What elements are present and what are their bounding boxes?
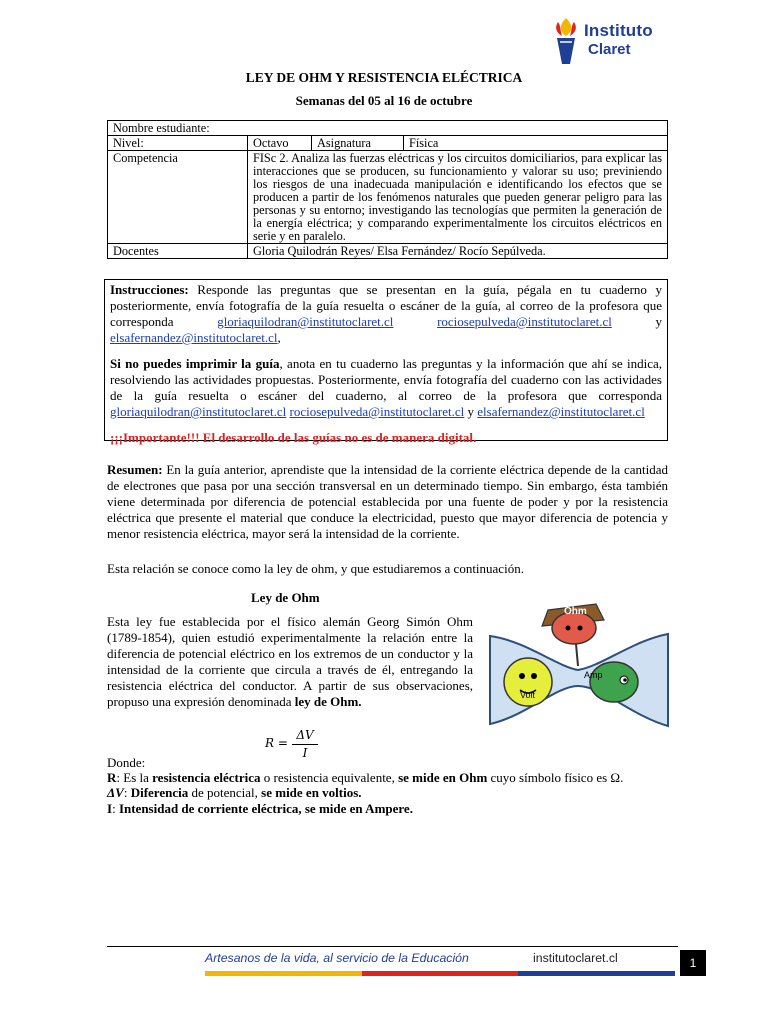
amp-label: Amp <box>584 670 603 680</box>
torch-icon <box>548 16 584 68</box>
email-link-rocio-2[interactable]: rociosepulveda@institutoclaret.cl <box>289 404 465 419</box>
formula-denominator: I <box>302 746 308 760</box>
noprint-paragraph <box>110 356 662 420</box>
definition-r <box>107 770 672 785</box>
def-i-text-d: se mide en Ampere. <box>304 800 413 816</box>
summary-paragraph <box>107 462 668 542</box>
summary-label: Resumen: <box>107 462 163 477</box>
email-and: y <box>611 314 663 329</box>
relation-paragraph: Esta relación se conoce como la ley de ohm, y que estudiaremos a continuación. <box>107 561 524 576</box>
competence-value: FISc 2. Analiza las fuerzas eléctricas y los circuitos domiciliarios, para explicar las interacciones que se producen, su funcionamiento y valorar su uso; previniendo los riesgos de una inadecuada manipulación e identificando los efectos que se producen a partir de los fenómenos naturales que pueden generar peligro para las personas y su entorno; investigando las tecnologías que permiten la generación de la energía eléctrica; y comparando experimentalmente los circuitos eléctricos en serie y en paralelo. <box>248 151 668 244</box>
instructions-text: Responde las preguntas que se presentan en la guía, pégala en tu cuaderno y posteriormente, envía fotografía de la guía resuelta o escáner de la guía, al correo de la profesora que corresponda <box>110 282 662 329</box>
institute-logo <box>548 16 698 68</box>
def-v-symbol: ΔV <box>107 785 124 801</box>
subject-value: Física <box>404 136 668 151</box>
def-r-text-d: se mide en Ohm <box>398 770 488 786</box>
def-i-symbol: I <box>107 800 113 816</box>
summary-text: En la guía anterior, aprendiste que la intensidad de la corriente eléctrica depende de la cantidad de electrones que pasa por una sección transversal en un determinado tiempo. Sin embargo, ésta también viene determinada por diferencia de potencial establecida por una fuente de poder y por la resistencia eléctrica que presente el material que conduce la electricidad, puesto que mayor diferencia de potencia y menor resistencia eléctrica, mayor será la intensidad de la corriente. <box>107 462 668 541</box>
email-link-rocio[interactable]: rociosepulveda@institutoclaret.cl <box>437 314 612 329</box>
noprint-text: , anota en tu cuaderno las preguntas y la información que ahí se indica, resolviendo las actividades propuestas. Posteriormente, envía fotografía del cuaderno con las actividades de la guía resuelta o escáner del cuaderno, al correo de la profesora que corresponda <box>110 356 662 403</box>
page-number: 1 <box>680 950 706 976</box>
level-label: Nivel: <box>108 136 248 151</box>
formula-numerator: ΔV <box>296 728 314 742</box>
def-r-text-a: : Es la <box>116 770 153 786</box>
email-link-gloria[interactable]: gloriaquilodran@institutoclaret.cl <box>217 314 394 329</box>
student-name-label: Nombre estudiante: <box>113 121 210 135</box>
teachers-label: Docentes <box>108 244 248 259</box>
noprint-label: Si no puedes imprimir la guía <box>110 356 280 371</box>
amp-character <box>590 662 638 702</box>
level-value: Octavo <box>248 136 312 151</box>
ohm-label: Ohm <box>564 606 587 617</box>
definitions-intro: Donde: <box>107 755 146 770</box>
instructions-box <box>104 279 668 445</box>
definition-v <box>107 785 672 800</box>
ohm-law-paragraph <box>107 614 473 710</box>
def-r-symbol: R <box>107 770 117 786</box>
formula-lhs: R = <box>265 736 288 750</box>
teachers-value: Gloria Quilodrán Reyes/ Elsa Fernández/ Rocío Sepúlveda. <box>248 244 668 259</box>
ohm-law-heading: Ley de Ohm <box>251 590 320 605</box>
footer-bar-blue <box>518 971 675 976</box>
logo-line2: Claret <box>588 41 631 58</box>
def-r-text-c: o resistencia equivalente, <box>260 770 399 786</box>
student-name-row[interactable] <box>108 121 668 136</box>
footer-motto: Artesanos de la vida, al servicio de la Educación <box>205 951 469 965</box>
footer-bar-yellow <box>205 971 362 976</box>
footer-website[interactable]: institutoclaret.cl <box>533 951 618 965</box>
competence-label: Competencia <box>108 151 248 244</box>
definitions-block <box>107 755 672 816</box>
email-link-elsa[interactable]: elsafernandez@institutoclaret.cl <box>110 330 278 345</box>
logo-line1: Instituto <box>584 21 653 40</box>
footer-divider <box>107 946 678 947</box>
ohm-law-cartoon <box>486 586 670 730</box>
def-r-text-e: cuyo símbolo físico es Ω. <box>487 770 624 786</box>
instructions-paragraph <box>110 282 662 346</box>
def-r-text-b: resistencia eléctrica <box>152 770 261 786</box>
def-i-text-b: Intensidad de corriente eléctrica <box>118 800 299 816</box>
def-v-text-d: se mide en voltios. <box>261 785 362 801</box>
definition-i <box>107 801 672 816</box>
def-i-text-a: : <box>112 800 119 816</box>
document-subtitle: Semanas del 05 al 16 de octubre <box>295 93 473 108</box>
subject-label: Asignatura <box>312 136 404 151</box>
document-title: LEY DE OHM Y RESISTENCIA ELÉCTRICA <box>245 70 523 85</box>
instructions-label: Instrucciones: <box>110 282 189 297</box>
info-table <box>107 120 668 259</box>
def-v-text-a: : <box>123 785 131 801</box>
volt-label: Volt <box>520 690 536 700</box>
email-link-elsa-2[interactable]: elsafernandez@institutoclaret.cl <box>477 404 645 419</box>
def-i-text-c: , <box>298 800 305 816</box>
footer-bar-red <box>362 971 519 976</box>
ohm-law-bold: ley de Ohm. <box>294 694 362 709</box>
email-and-2: y <box>464 404 478 419</box>
def-v-text-c: de potencial, <box>188 785 262 801</box>
email-link-gloria-2[interactable]: gloriaquilodran@institutoclaret.cl <box>110 404 287 419</box>
footer-color-bar <box>205 971 675 976</box>
ohm-law-text: Esta ley fue establecida por el físico alemán Georg Simón Ohm (1789-1854), quien estudió experimentalmente la relación entre la diferencia de potencial eléctrico en los extremos de un conductor y la intensidad de la corriente que circula a través de él, entregando la resistencia eléctrica del conductor. A partir de sus observaciones, propuso una expresión denominada <box>107 614 473 709</box>
important-notice: ¡¡¡Importante!!! El desarrollo de las guías no es de manera digital. <box>110 430 477 445</box>
def-v-text-b: Diferencia <box>130 785 189 801</box>
email-end: , <box>277 330 281 345</box>
